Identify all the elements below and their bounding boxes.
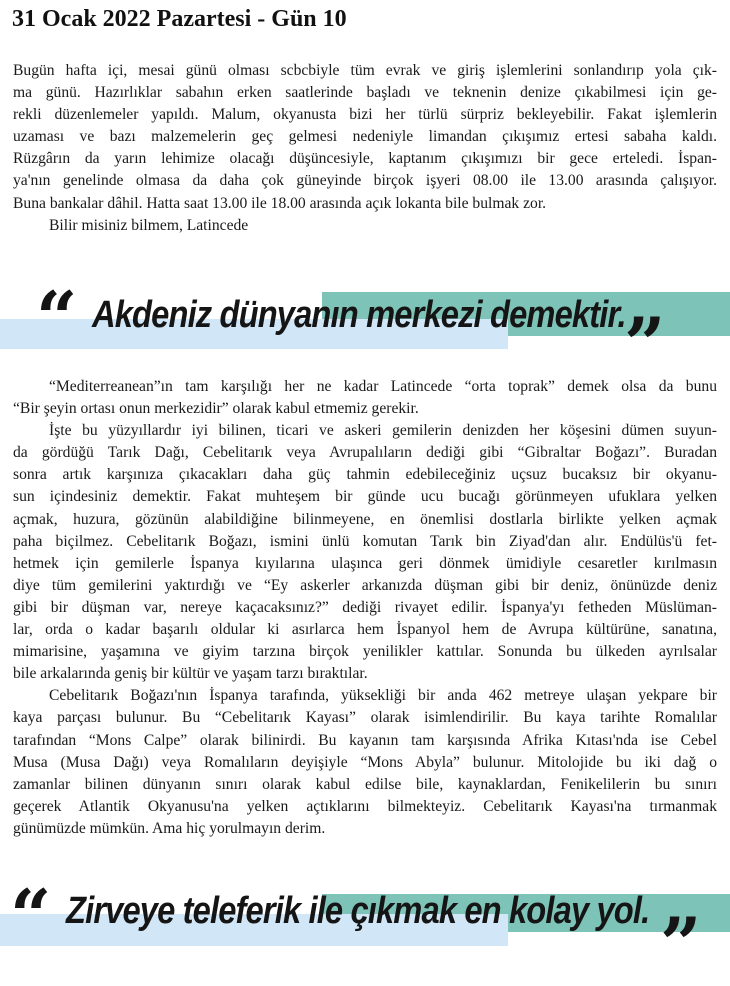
text-line: açmak, huzura, gözünün alabildiğine bilinmeyene, en önemlisi dostlarla birlikte yelken açmak (13, 510, 717, 528)
text-line: gibi bir düşman var, nereye kaçacaksınız?” dediği rivayet edilir. İspanya'yı fetheden Müslüman- (13, 598, 717, 616)
text-line: ya'nın genelinde olmasa da daha çok güneyinde birçok işyeri 08.00 ile 13.00 arasında çalışıyor. (13, 172, 717, 190)
text-line: sun içindesiniz demektir. Fakat muhteşem bir günde ucu bucağı görünmeyen ufuklara yelken (13, 488, 717, 506)
text-line: lar, orda o kadar başarılı oldular ki asırlarca hem İspanyol hem de Avrupa kültürüne, sanatına, (13, 621, 717, 639)
open-quote-icon: “ (36, 275, 78, 360)
text-line: bile arkalarında geniş bir kültür ve yaşam tarzı bıraktılar. (13, 665, 368, 683)
text-line: kaya parçası bulunur. Bu “Cebelitarık Kayası” olarak isimlendirilir. Bu kaya tarihte Romalılar (13, 709, 717, 727)
text-line: Bugün hafta içi, mesai günü olması scbcbiyle tüm evrak ve giriş işlemlerini sonlandırıp yola çık- (13, 62, 717, 79)
intro-paragraph (13, 60, 717, 237)
close-quote-icon: ” (624, 301, 666, 386)
lead-in-line: Bilir misiniz bilmem, Latincede (49, 216, 249, 234)
text-line: tarafından “Mons Calpe” olarak bilinirdi. Bu kayanın tam karşısında Afrika Kıtası'nda ise Cebel (13, 731, 717, 749)
text-line: ma günü. Hazırlıklar sabahın erken saatlerinde başladı ve teknenin denize çıkabilmesi için ge- (13, 84, 717, 102)
text-line: zamanlar bilinen dünyanın sınırı olarak kabul edilse bile, kaynaklardan, Fenikelilerin bu sınırı (13, 775, 717, 793)
open-quote-icon: “ (10, 873, 52, 958)
text-line: “Mediterreanean”ın tam karşılığı her ne kadar Latincede “orta toprak” demek olsa da bunu (49, 378, 717, 395)
text-line: uzaması ve bazı malzemelerin geç gelmesi nedeniyle limandan çıkışımız ertesi sabaha kaldı. (13, 128, 717, 146)
text-line: paha biçilmez. Cebelitarık Boğazı, ismini ünlü komutan Tarık bin Ziyad'dan alır. Endülüs'ü fet- (13, 532, 717, 550)
text-line: Rüzgârın da yarın lehimize olacağı düşüncesiyle, kaptanım çıkışımızı bir gece erteledi. İspan- (13, 150, 717, 168)
pull-quote-1 (0, 270, 730, 386)
text-line: geçerek Atlantik Okyanusu'na yelken açtıklarını bilmekteyiz. Cebelitarık Kayası'na tırmanmak (13, 797, 717, 815)
text-line: Musa (Musa Dağı) veya Romalıların deyişiyle “Mons Abyla” bulunur. Mitolojide bu iki dağ o (13, 753, 717, 771)
text-line: sonra artık karşınıza çıkacakları daha güç tahmin edebileceğiniz uçsuz bucaksız bir okyanu- (13, 466, 717, 484)
text-line: rekli düzenlemeler yapıldı. Malum, okyanusta bizi her türlü sürpriz bekleyebilir. Fakat işlemlerin (13, 106, 717, 124)
text-line: mimarisine, yaşamına ve giyim tarzına birçok yenilikler kattılar. Sonunda bu ülkeden ayrılsalar (13, 643, 717, 661)
text-line: “Bir şeyin ortası onun merkezidir” olarak kabul etmemiz gerekir. (13, 400, 419, 418)
text-line: diye tüm gemilerini yaktırdığı ve “Ey askerler arkanızda düşman gibi bir deniz, önünüzde deniz (13, 576, 717, 594)
pull-quote-text: Akdeniz dünyanın merkezi demektir. (92, 294, 626, 336)
pull-quote-2 (0, 870, 730, 986)
body-paragraphs (13, 376, 717, 840)
text-line: İşte bu yüzyıllardır iyi bilinen, ticari ve askeri gemilerin denizden her köşesini dümen suyun- (49, 422, 717, 440)
text-line: günümüzde mümkün. Ama hiç yorulmayın derim. (13, 819, 326, 837)
page-title: 31 Ocak 2022 Pazartesi - Gün 10 (12, 6, 347, 32)
text-line: da gördüğü Tarık Dağı, Cebelitarık veya Avrupalıların dediği gibi “Gibraltar Boğazı”. Buradan (13, 444, 717, 462)
text-line: Buna bankalar dâhil. Hatta saat 13.00 ile 18.00 arasında açık lokanta bile bulmak zor. (13, 194, 547, 212)
pull-quote-text: Zirveye teleferik ile çıkmak en kolay yol. (66, 890, 650, 932)
text-line: Cebelitarık Boğazı'nın İspanya tarafında, yüksekliği bir anda 462 metreye ulaşan yekpare bir (49, 687, 717, 705)
text-line: hetmek için gemilerle İspanya kıyılarına ulaşınca geri dönmek ümidiyle cesaretler kırılmasın (13, 554, 717, 572)
close-quote-icon: ” (660, 901, 702, 986)
